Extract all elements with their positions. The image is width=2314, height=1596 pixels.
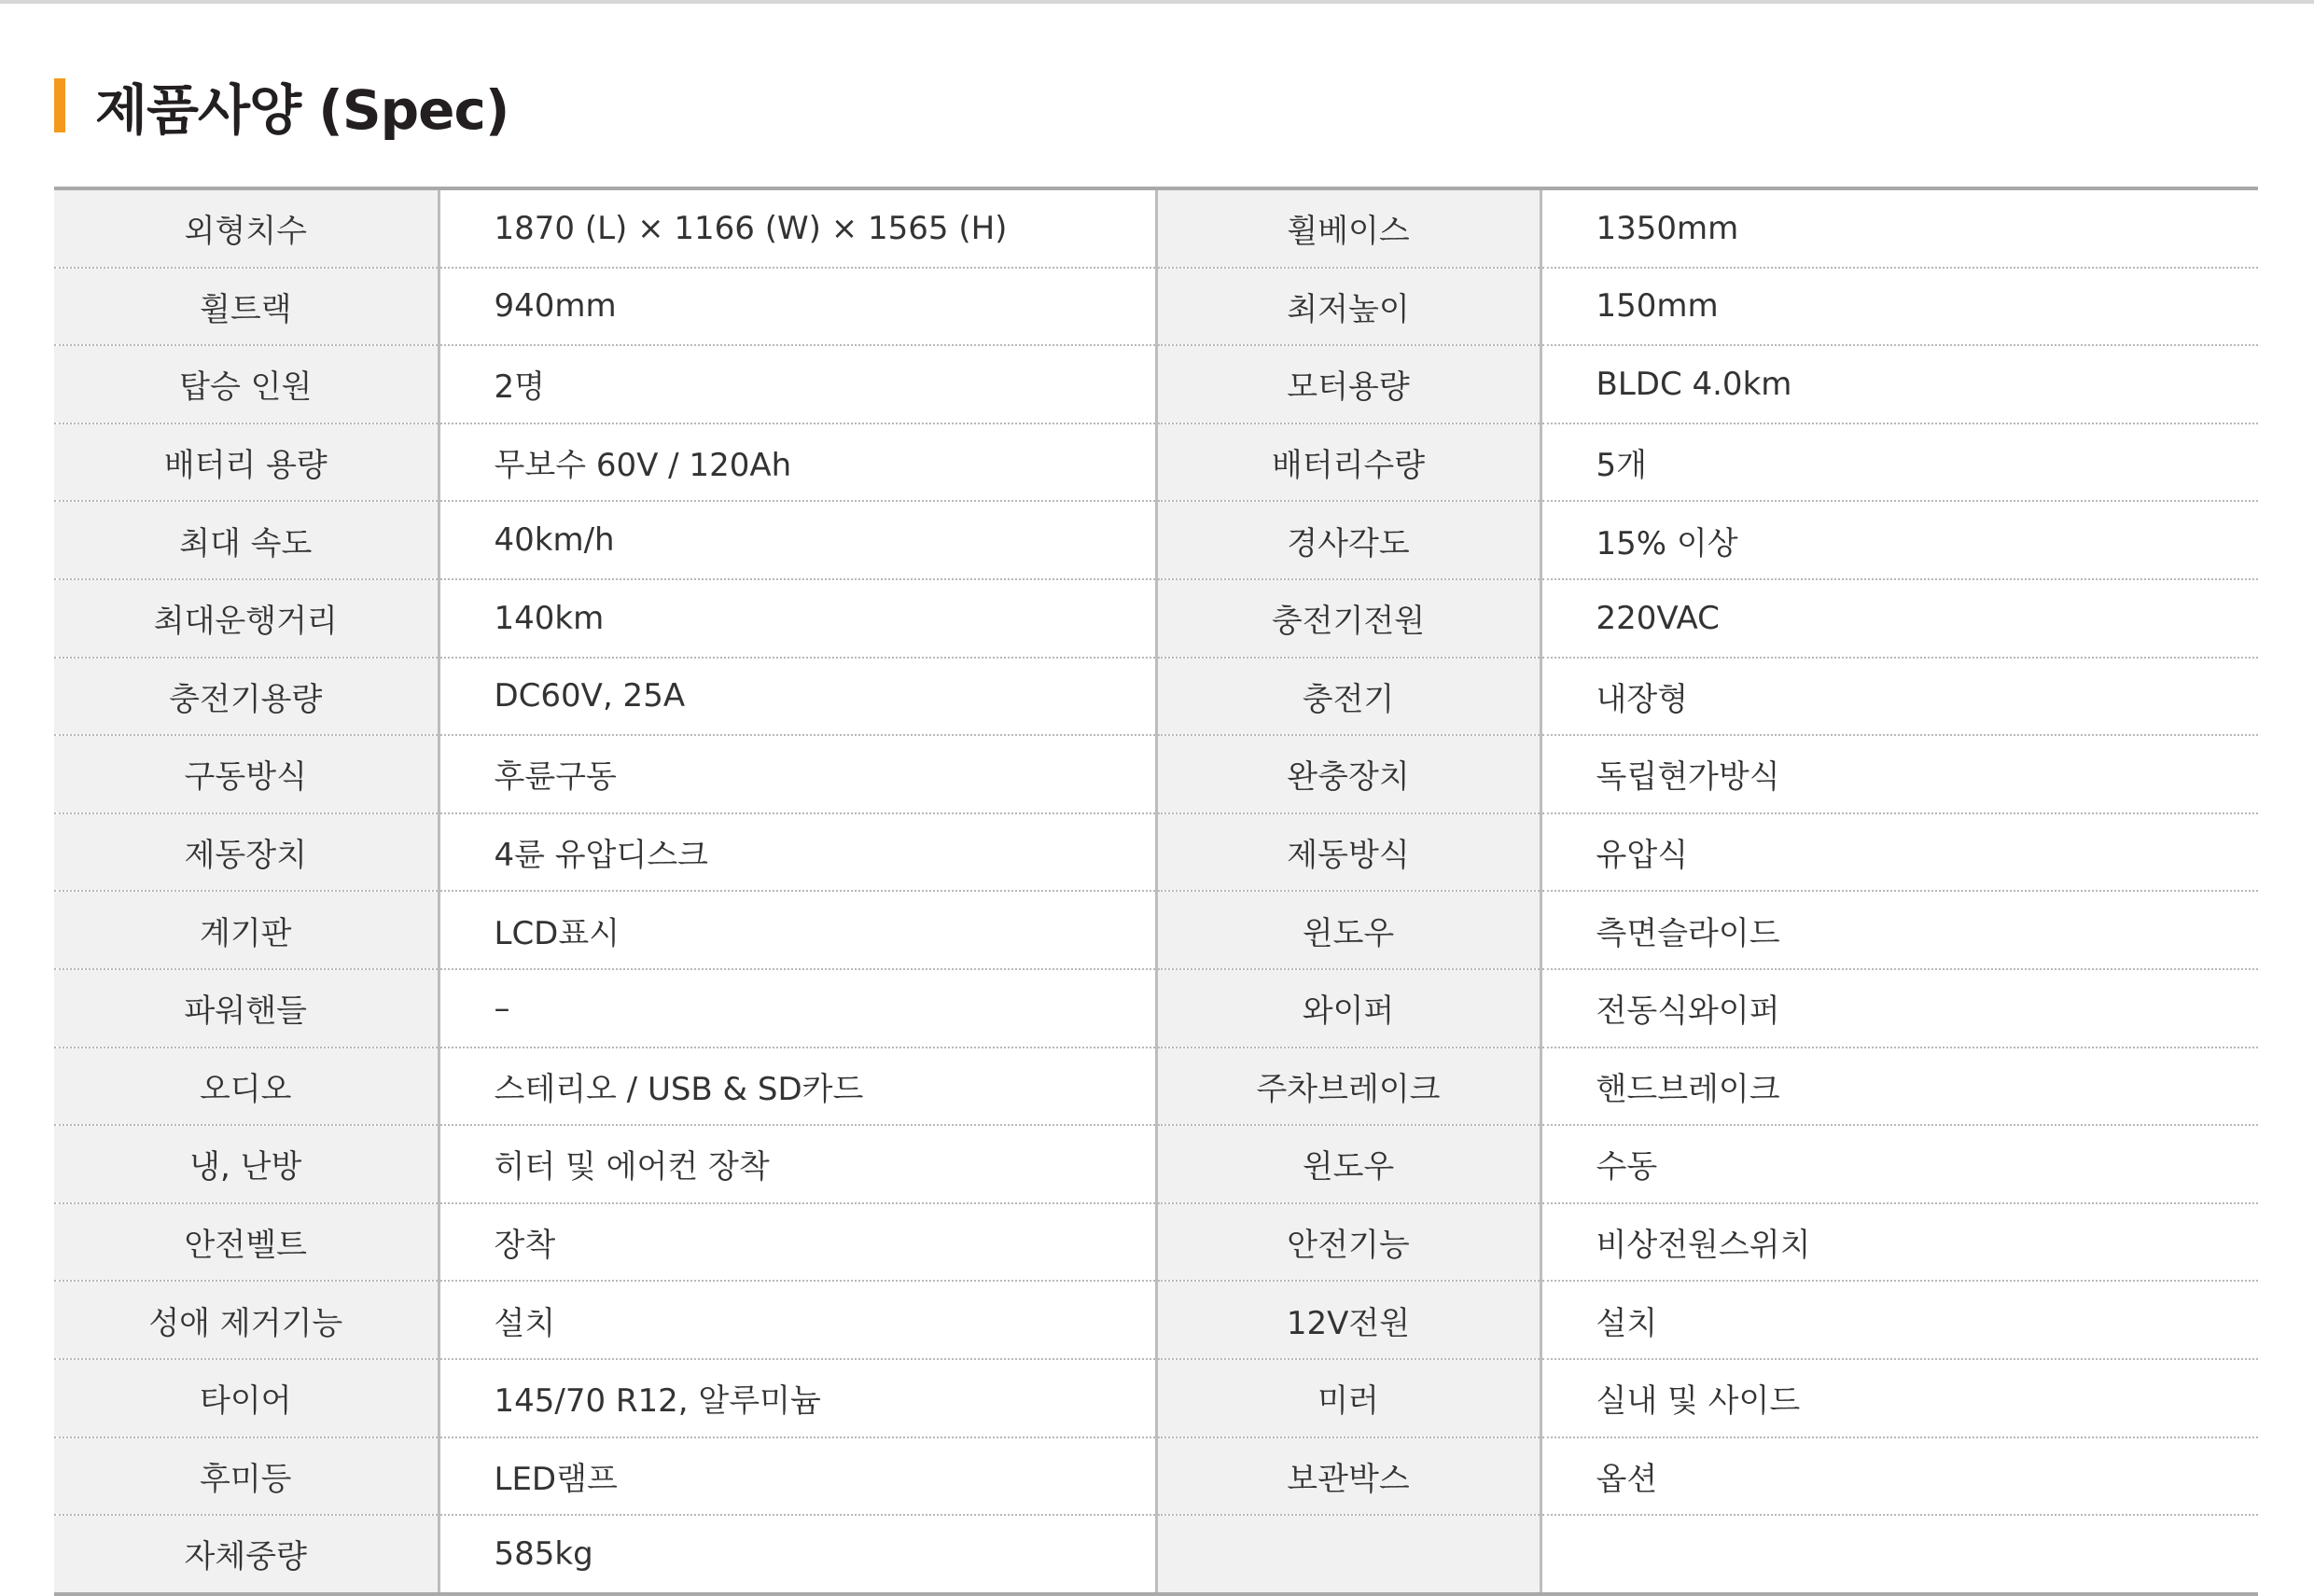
spec-label: 탑승 인원 — [54, 345, 439, 423]
spec-label: 완충장치 — [1156, 735, 1540, 813]
spec-value: 940mm — [439, 268, 1156, 346]
spec-value: 수동 — [1540, 1125, 2258, 1203]
table-row — [54, 188, 2258, 268]
spec-label: 충전기 — [1156, 658, 1540, 736]
spec-label: 최저높이 — [1156, 268, 1540, 346]
spec-label: 계기판 — [54, 891, 439, 969]
spec-value: 독립현가방식 — [1540, 735, 2258, 813]
spec-label: 냉, 난방 — [54, 1125, 439, 1203]
table-row — [54, 268, 2258, 346]
spec-label: 충전기용량 — [54, 658, 439, 736]
spec-value: 장착 — [439, 1203, 1156, 1282]
spec-value: 설치 — [439, 1281, 1156, 1359]
spec-label: 최대 속도 — [54, 501, 439, 579]
spec-label: 배터리수량 — [1156, 423, 1540, 502]
spec-value: 220VAC — [1540, 579, 2258, 658]
spec-value: 스테리오 / USB & SD카드 — [439, 1048, 1156, 1126]
spec-label: 윈도우 — [1156, 891, 1540, 969]
table-row — [54, 969, 2258, 1048]
spec-value: 140km — [439, 579, 1156, 658]
spec-label: 안전벨트 — [54, 1203, 439, 1282]
spec-label: 12V전원 — [1156, 1281, 1540, 1359]
spec-label: 후미등 — [54, 1437, 439, 1516]
spec-label: 타이어 — [54, 1359, 439, 1437]
spec-value: – — [439, 969, 1156, 1048]
spec-value: 유압식 — [1540, 813, 2258, 892]
spec-value: 40km/h — [439, 501, 1156, 579]
spec-value: 실내 및 사이드 — [1540, 1359, 2258, 1437]
spec-label: 경사각도 — [1156, 501, 1540, 579]
spec-value: 145/70 R12, 알루미늄 — [439, 1359, 1156, 1437]
table-row — [54, 658, 2258, 736]
table-row — [54, 735, 2258, 813]
spec-value: 585kg — [439, 1515, 1156, 1594]
spec-label: 최대운행거리 — [54, 579, 439, 658]
spec-value: 4륜 유압디스크 — [439, 813, 1156, 892]
spec-label — [1156, 1515, 1540, 1594]
spec-label: 휠트랙 — [54, 268, 439, 346]
spec-label: 성애 제거기능 — [54, 1281, 439, 1359]
table-row — [54, 1048, 2258, 1126]
spec-value: 1870 (L) × 1166 (W) × 1565 (H) — [439, 188, 1156, 268]
spec-label: 윈도우 — [1156, 1125, 1540, 1203]
spec-value: 150mm — [1540, 268, 2258, 346]
spec-value: 전동식와이퍼 — [1540, 969, 2258, 1048]
spec-value: 설치 — [1540, 1281, 2258, 1359]
spec-label: 제동방식 — [1156, 813, 1540, 892]
spec-label: 파워핸들 — [54, 969, 439, 1048]
spec-label: 모터용량 — [1156, 345, 1540, 423]
spec-label: 미러 — [1156, 1359, 1540, 1437]
table-row — [54, 1281, 2258, 1359]
spec-value: 1350mm — [1540, 188, 2258, 268]
spec-label: 배터리 용량 — [54, 423, 439, 502]
spec-value: LED램프 — [439, 1437, 1156, 1516]
spec-label: 오디오 — [54, 1048, 439, 1126]
table-row — [54, 501, 2258, 579]
spec-value: 측면슬라이드 — [1540, 891, 2258, 969]
spec-label: 휠베이스 — [1156, 188, 1540, 268]
spec-value — [1540, 1515, 2258, 1594]
page-title: 제품사양 (Spec) — [95, 78, 509, 142]
spec-label: 제동장치 — [54, 813, 439, 892]
spec-value: LCD표시 — [439, 891, 1156, 969]
spec-value: 핸드브레이크 — [1540, 1048, 2258, 1126]
section-heading — [54, 73, 509, 142]
table-row — [54, 1437, 2258, 1516]
spec-value: 비상전원스위치 — [1540, 1203, 2258, 1282]
spec-value: 후륜구동 — [439, 735, 1156, 813]
spec-value: 5개 — [1540, 423, 2258, 502]
top-divider — [0, 0, 2314, 4]
spec-table-body — [54, 188, 2258, 1594]
spec-value: BLDC 4.0km — [1540, 345, 2258, 423]
table-row — [54, 579, 2258, 658]
spec-label: 와이퍼 — [1156, 969, 1540, 1048]
table-row — [54, 423, 2258, 502]
spec-value: 2명 — [439, 345, 1156, 423]
spec-label: 안전기능 — [1156, 1203, 1540, 1282]
spec-value: 히터 및 에어컨 장착 — [439, 1125, 1156, 1203]
spec-label: 보관박스 — [1156, 1437, 1540, 1516]
spec-value: 15% 이상 — [1540, 501, 2258, 579]
table-row — [54, 813, 2258, 892]
table-row — [54, 891, 2258, 969]
spec-label: 충전기전원 — [1156, 579, 1540, 658]
spec-label: 자체중량 — [54, 1515, 439, 1594]
table-row — [54, 1515, 2258, 1594]
spec-value: 내장형 — [1540, 658, 2258, 736]
table-row — [54, 1203, 2258, 1282]
table-row — [54, 345, 2258, 423]
spec-label: 구동방식 — [54, 735, 439, 813]
spec-label: 주차브레이크 — [1156, 1048, 1540, 1126]
spec-label: 외형치수 — [54, 188, 439, 268]
spec-table — [54, 187, 2258, 1596]
table-row — [54, 1359, 2258, 1437]
spec-value: 옵션 — [1540, 1437, 2258, 1516]
spec-value: 무보수 60V / 120Ah — [439, 423, 1156, 502]
heading-accent-bar — [54, 78, 65, 132]
table-row — [54, 1125, 2258, 1203]
spec-value: DC60V, 25A — [439, 658, 1156, 736]
